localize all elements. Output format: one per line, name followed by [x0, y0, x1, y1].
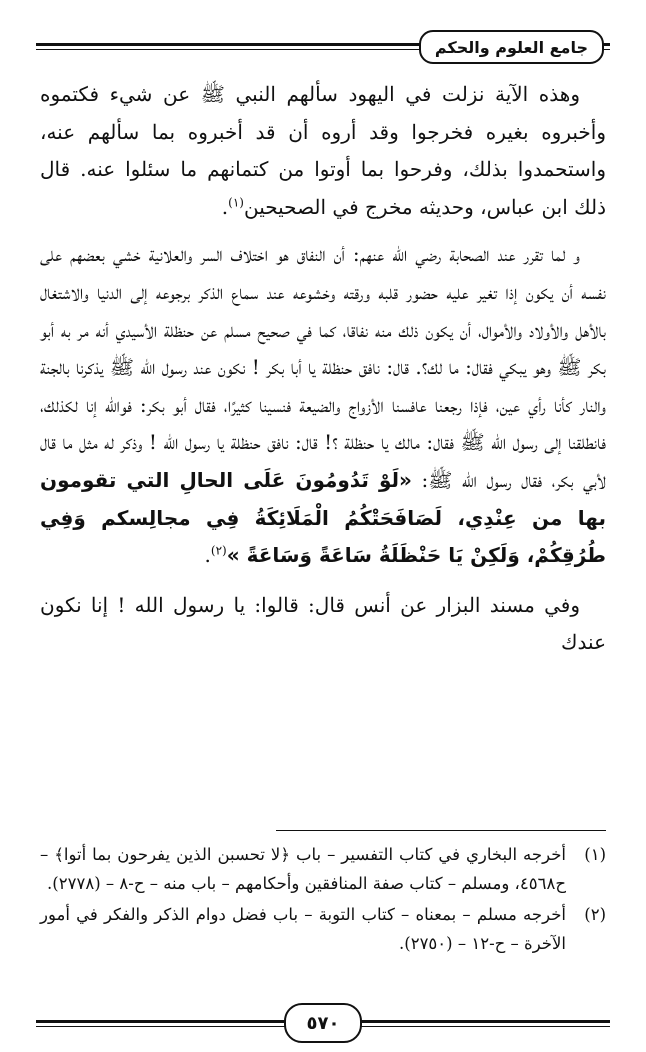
hadith-quote: «لَوْ تَدُومُونَ عَلَى الحالِ التي تقومون بها من عِنْدِي، لَصَافَحَتْكُمُ الْمَلَائِكَةُ فِي مجالِسكم وَفِي طُرُقِكُمْ، وَلَكِنْ يَا حَنْظَلَةُ سَاعَةً وَسَاعَةً » — [40, 467, 606, 568]
footnote-ref-2: (٢) — [210, 543, 227, 558]
paragraph-3 — [40, 587, 606, 662]
paragraph-1-end: . — [221, 194, 229, 219]
footnote-separator — [276, 830, 606, 831]
footnotes — [40, 840, 606, 960]
footnote-text: أخرجه البخاري في كتاب التفسير – باب ﴿لا تحسبن الذين يفرحون بما أتوا﴾ – ح٤٥٦٨، ومسلم – كتاب صفة المنافقين وأحكامهم – باب منه – ح-٨ – (٢٧٧٨). — [40, 845, 566, 893]
paragraph-2 — [40, 236, 606, 574]
footnote-number: (١) — [584, 845, 606, 864]
footnote-text: أخرجه مسلم – بمعناه – كتاب التوبة – باب فضل دوام الذكر والفكر في أمور الآخرة – ح-١٢ – (٢٧٥٠). — [40, 905, 566, 953]
paragraph-2-end: . — [204, 543, 211, 568]
paragraph-2-text: و لما تقرر عند الصحابة رضي الله عنهم: أن النفاق هو اختلاف السر والعلانية خشي بعضهم على نفسه أن يكون إذا تغير عليه حضور قلبه ورقته وخشوعه عند سماع الذكر برجوعه إلى الدنيا والاشتغال بالأهل والأولاد والأموال، أن يكون ذلك منه نفاقا، كما في صحيح مسلم عن حنظلة الأسيدي أنه مر به أبو بكر ﷺ وهو يبكي فقال: ما لك؟. قال: نافق حنظلة يا أبا بكر ! نكون عند رسول الله ﷺ يذكرنا بالجنة والنار كأنا رأي عين، فإذا رجعنا عافسنا الأزواج والضيعة فنسينا كثيرًا، فقال أبو بكر: فوالله إنا لكذلك، فانطلقنا إلى رسول الله ﷺ فقال: مالك يا حنظلة ؟! قال: نافق حنظلة يا رسول الله ! وذكر له مثل ما قال لأبي بكر، فقال رسول الله ﷺ: — [40, 242, 607, 492]
main-text — [40, 76, 606, 662]
page-number: ٥٧٠ — [284, 1003, 362, 1043]
page-header — [36, 30, 610, 64]
book-title: جامع العلوم والحكم — [419, 30, 604, 64]
footnote-ref-1: (١) — [228, 195, 244, 210]
paragraph-1-text: وهذه الآية نزلت في اليهود سألهم النبي ﷺ عن شيء فكتموه وأخبروه بغيره فخرجوا وقد أروه أن قد أخبروه بما سألهم عنه، واستحمدوا بذلك، وفرحوا بما أوتوا من كتمانهم ما سئلوا عنه. قال ذلك ابن عباس، وحديثه مخرج في الصحيحين — [40, 82, 606, 219]
paragraph-1 — [40, 76, 606, 226]
footnote-number: (٢) — [584, 905, 606, 924]
footnote-1 — [40, 840, 606, 898]
page-footer — [36, 1003, 610, 1043]
footnote-2 — [40, 900, 606, 958]
paragraph-3-text: وفي مسند البزار عن أنس قال: قالوا: يا رسول الله ! إنا نكون عندك — [40, 592, 606, 655]
